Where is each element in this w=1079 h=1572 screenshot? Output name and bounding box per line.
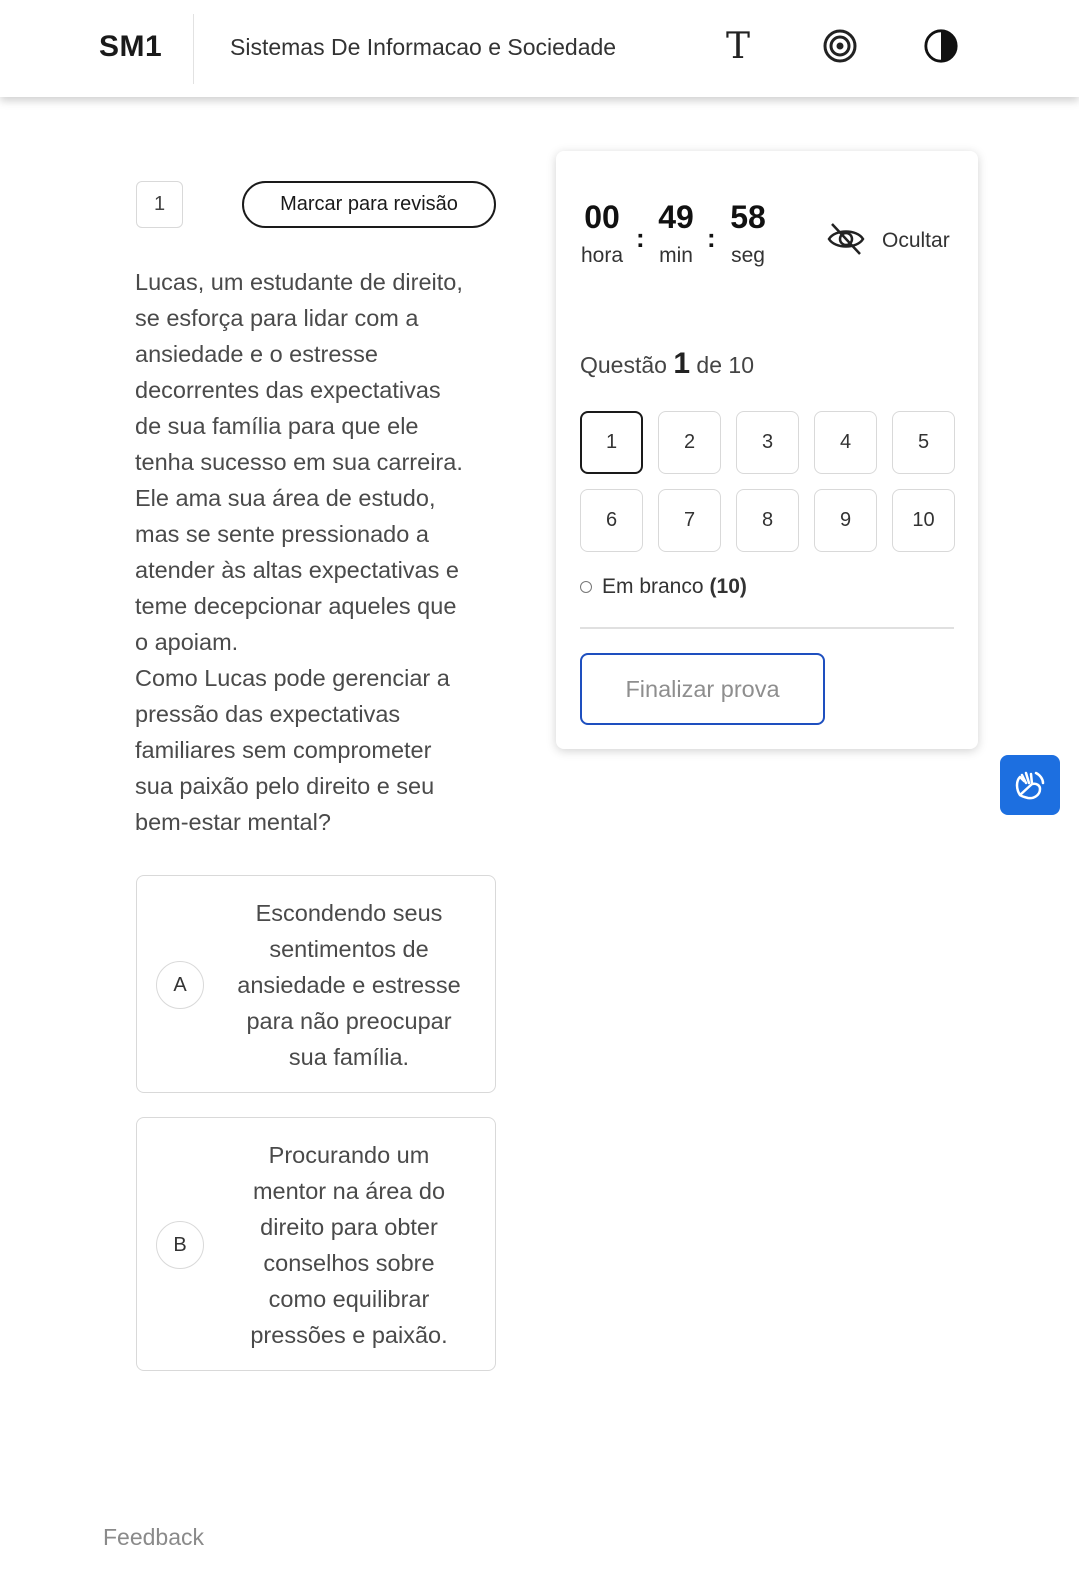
statement-line: ansiedade e o estresse <box>135 341 378 367</box>
statement-line: Lucas, um estudante de direito, <box>135 269 463 295</box>
option-line: Escondendo seus <box>255 900 443 926</box>
progress-prefix: Questão <box>580 352 667 378</box>
question-button-9[interactable]: 9 <box>814 489 877 552</box>
hide-timer-button[interactable] <box>826 221 966 261</box>
mark-for-review-button[interactable]: Marcar para revisão <box>242 181 496 228</box>
question-button-7[interactable]: 7 <box>658 489 721 552</box>
feedback-link[interactable]: Feedback <box>103 1524 205 1550</box>
statement-line: familiares sem comprometer <box>135 737 432 763</box>
statement-line: de sua família para que ele <box>135 413 419 439</box>
statement-line: atender às altas expectativas e <box>135 557 459 583</box>
blank-dot-icon <box>580 581 592 593</box>
statement-line: tenha sucesso em sua carreira. <box>135 449 463 475</box>
progress-total: 10 <box>728 352 754 378</box>
sign-language-icon[interactable] <box>1000 755 1060 815</box>
timer-hours <box>579 199 625 268</box>
statement-line: bem-estar mental? <box>135 809 331 835</box>
eye-off-icon <box>826 221 866 262</box>
question-button-6[interactable]: 6 <box>580 489 643 552</box>
legend-count: (10) <box>709 575 747 598</box>
timer-minutes-value: 49 <box>658 199 694 235</box>
panel-divider <box>580 627 954 629</box>
option-line: pressões e paixão. <box>250 1322 448 1348</box>
target-icon[interactable] <box>822 28 858 64</box>
option-line: ansiedade e estresse <box>237 972 461 998</box>
option-line: sua família. <box>288 1044 410 1070</box>
timer-hours-label: hora <box>580 244 624 267</box>
option-a[interactable] <box>136 875 496 1093</box>
question-button-4[interactable]: 4 <box>814 411 877 474</box>
finish-exam-button[interactable]: Finalizar prova <box>580 653 825 725</box>
option-line: como equilibrar <box>268 1286 430 1312</box>
top-header <box>0 0 1079 97</box>
option-line: conselhos sobre <box>263 1250 435 1276</box>
timer-seconds <box>726 199 770 268</box>
option-letter-a: A <box>156 961 204 1009</box>
question-button-5[interactable]: 5 <box>892 411 955 474</box>
statement-line: Como Lucas pode gerenciar a <box>135 665 450 691</box>
option-text-a <box>223 895 475 1075</box>
question-number: 1 <box>136 181 183 228</box>
brand-logo: SM1 <box>99 30 163 63</box>
course-title: Sistemas De Informacao e Sociedade <box>230 34 617 60</box>
option-line: sentimentos de <box>269 936 429 962</box>
option-line: Procurando um <box>268 1142 430 1168</box>
question-button-3[interactable]: 3 <box>736 411 799 474</box>
legend-label: Em branco <box>602 575 704 598</box>
hide-timer-label: Ocultar <box>882 229 950 252</box>
timer-hours-value: 00 <box>584 199 620 235</box>
progress-current: 1 <box>673 347 691 380</box>
header-divider <box>193 14 194 84</box>
option-line: direito para obter <box>260 1214 438 1240</box>
statement-line: se esforça para lidar com a <box>135 305 419 331</box>
question-statement <box>135 264 507 840</box>
timer-seconds-value: 58 <box>730 199 766 235</box>
text-size-icon[interactable]: T <box>725 25 750 67</box>
option-text-b <box>223 1137 475 1353</box>
option-b[interactable] <box>136 1117 496 1371</box>
exam-side-panel <box>556 151 978 749</box>
timer-colon: : <box>707 223 716 253</box>
statement-line: teme decepcionar aqueles que <box>135 593 457 619</box>
timer-seconds-label: seg <box>731 244 765 267</box>
blank-legend <box>580 575 747 599</box>
statement-line: decorrentes das expectativas <box>135 377 441 403</box>
statement-line: Ele ama sua área de estudo, <box>135 485 436 511</box>
statement-line: sua paixão pelo direito e seu <box>135 773 435 799</box>
timer-minutes-label: min <box>659 244 693 267</box>
statement-line: pressão das expectativas <box>135 701 401 727</box>
contrast-icon[interactable] <box>923 28 959 64</box>
question-progress <box>580 347 754 381</box>
option-line: para não preocupar <box>246 1008 452 1034</box>
timer-colon: : <box>636 223 645 253</box>
option-line: mentor na área do <box>252 1178 446 1204</box>
question-button-10[interactable]: 10 <box>892 489 955 552</box>
option-letter-b: B <box>156 1221 204 1269</box>
question-button-1[interactable]: 1 <box>580 411 643 474</box>
question-button-8[interactable]: 8 <box>736 489 799 552</box>
statement-line: o apoiam. <box>135 629 239 655</box>
progress-middle: de <box>696 352 723 378</box>
question-button-2[interactable]: 2 <box>658 411 721 474</box>
statement-line: mas se sente pressionado a <box>135 521 429 547</box>
timer-minutes <box>654 199 698 268</box>
